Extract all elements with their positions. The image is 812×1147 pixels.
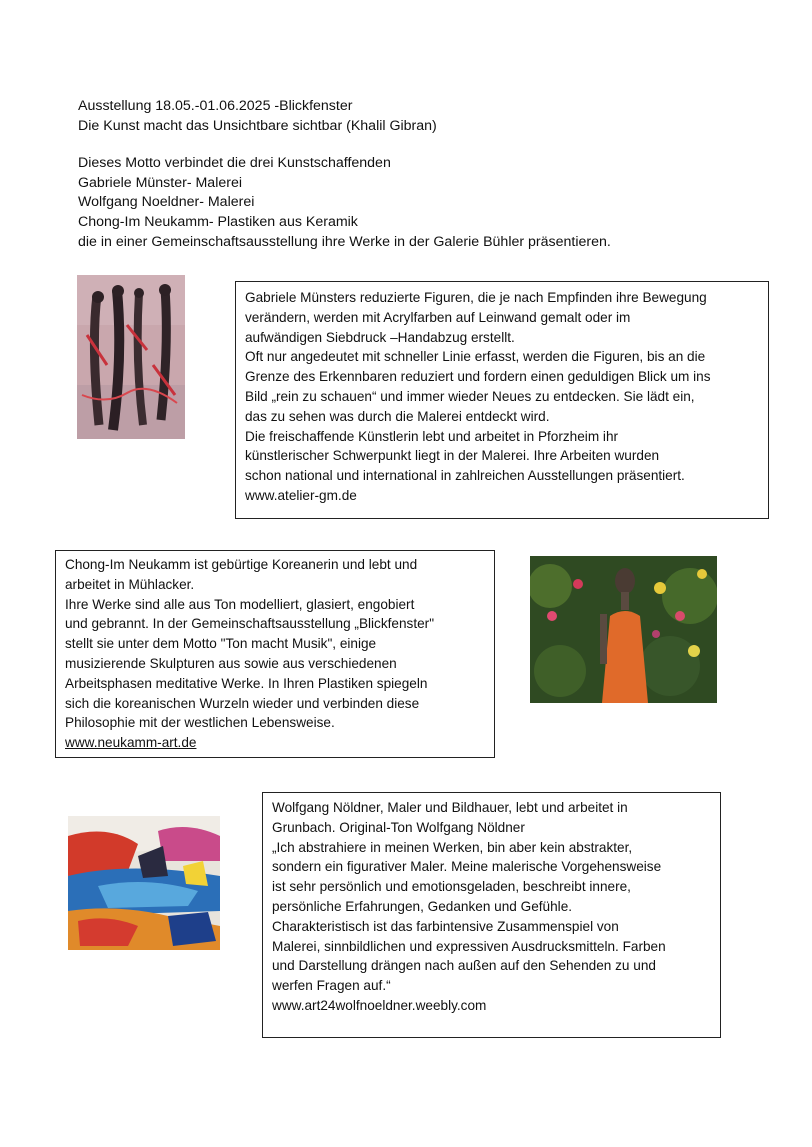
text-line: und gebrannt. In der Gemeinschaftsausstellung „Blickfenster" [65,616,435,632]
intro-closing: die in einer Gemeinschaftsausstellung ihre Werke in der Galerie Bühler präsentieren. [78,233,611,250]
text-line: Arbeitsphasen meditative Werke. In Ihren Plastiken spiegeln [65,675,428,691]
intro-sentence: Dieses Motto verbindet die drei Kunstschaffenden [78,155,391,172]
text-line: Ihre Werke sind alle aus Ton modelliert, glasiert, engobiert [65,596,415,612]
text-line: Philosophie mit der westlichen Lebensweise. [65,715,335,731]
text-line: aufwändigen Siebdruck –Handabzug erstellt. [245,329,515,345]
text-line: sich die koreanischen Wurzeln wieder und verbinden diese [65,695,420,711]
muenster-painting-image [77,275,185,439]
exhibition-title: Ausstellung 18.05.-01.06.2025 -Blickfenster [78,98,353,114]
noeldner-website-link[interactable]: www.art24wolfnoeldner.weebly.com [272,997,487,1013]
text-line: musizierende Skulpturen aus sowie aus verschiedenen [65,655,397,671]
text-line: ist sehr persönlich und emotionsgeladen, beschreibt innere, [272,879,631,895]
neukamm-sculpture-photo [530,556,717,703]
text-line: schon national und international in zahlreichen Ausstellungen präsentiert. [245,468,685,484]
noeldner-painting-image [68,816,220,950]
text-line: Malerei, sinnbildlichen und expressiven Ausdrucksmitteln. Farben [272,938,666,954]
text-line: Charakteristisch ist das farbintensive Zusammenspiel von [272,918,619,934]
text-line: sondern ein figurativer Maler. Meine malerische Vorgehensweise [272,859,662,875]
text-line: Chong-Im Neukamm ist gebürtige Koreanerin und lebt und [65,557,418,572]
intro-text [78,97,778,252]
muenster-description-box [235,281,769,519]
text-line: Grenze des Erkennbaren reduziert und fordern einen geduldigen Blick um ins [245,369,711,385]
text-line: Oft nur angedeutet mit schneller Linie erfasst, werden die Figuren, bis an die [245,349,706,365]
text-line: Bild „rein zu schauen“ und immer wieder Neues zu entdecken. Sie lädt ein, [245,388,695,404]
neukamm-description-box [55,550,495,758]
noeldner-description-box [262,792,721,1038]
text-line: persönliche Erfahrungen, Gedanken und Gefühle. [272,898,573,914]
text-line: und Darstellung drängen nach außen auf den Sehenden zu und [272,958,656,974]
text-line: künstlerischer Schwerpunkt liegt in der Malerei. Ihre Arbeiten wurden [245,448,660,464]
exhibition-motto: Die Kunst macht das Unsichtbare sichtbar (Khalil Gibran) [78,117,437,134]
text-line: Die freischaffende Künstlerin lebt und arbeitet in Pforzheim ihr [245,428,619,444]
text-line: das zu sehen was durch die Malerei entdeckt wird. [245,408,550,424]
artist-line-noeldner: Wolfgang Noeldner- Malerei [78,194,255,211]
neukamm-website-link[interactable]: www.neukamm-art.de [65,735,197,751]
muenster-website-link[interactable]: www.atelier-gm.de [245,487,357,503]
artist-line-muenster: Gabriele Münster- Malerei [78,174,243,191]
artist-line-neukamm: Chong-Im Neukamm- Plastiken aus Keramik [78,213,358,230]
text-line: arbeitet in Mühlacker. [65,576,195,592]
text-line: verändern, werden mit Acrylfarben auf Leinwand gemalt oder im [245,309,631,325]
text-line: „Ich abstrahiere in meinen Werken, bin aber kein abstrakter, [272,839,633,855]
text-line: Grunbach. Original-Ton Wolfgang Nöldner [272,819,525,835]
text-line: Wolfgang Nöldner, Maler und Bildhauer, lebt und arbeitet in [272,800,628,815]
text-line: stellt sie unter dem Motto "Ton macht Musik", einige [65,636,377,652]
text-line: Gabriele Münsters reduzierte Figuren, die je nach Empfinden ihre Bewegung [245,290,707,305]
text-line: werfen Fragen auf.“ [272,978,391,994]
